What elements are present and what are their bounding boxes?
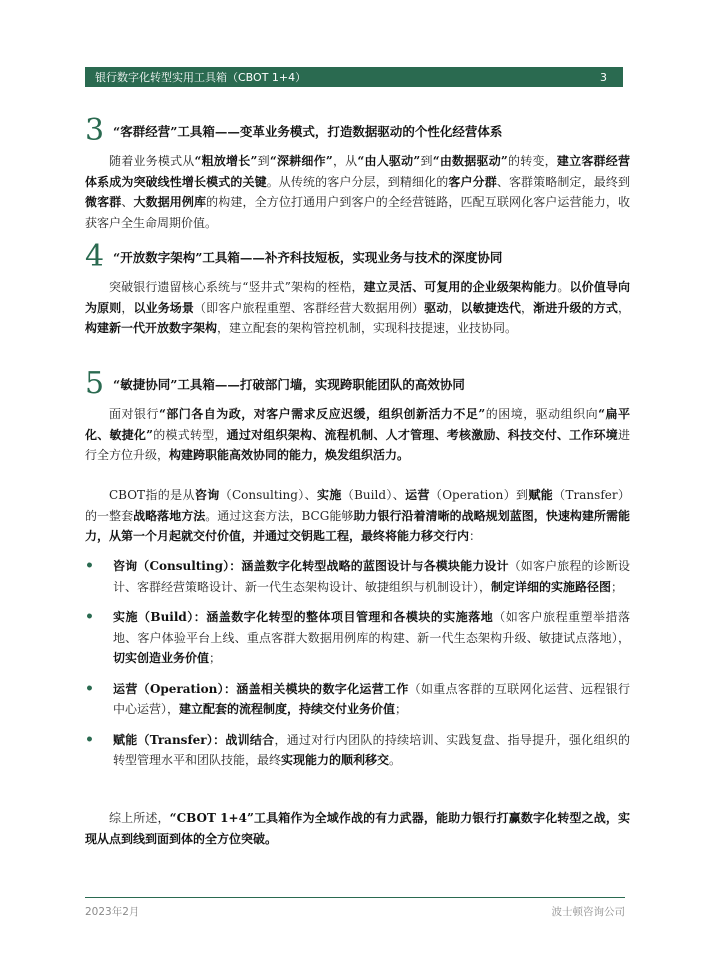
body-text: 面对银行 — [109, 407, 159, 421]
body-text: 随着业务模式从 — [109, 154, 195, 168]
body-text: （即客户旅程重塑、客群经营大数据用例） — [194, 300, 425, 315]
bullet-text — [113, 559, 630, 594]
body-text: ， — [448, 300, 461, 315]
emphasis-text: 战略落地方法 — [133, 508, 206, 523]
emphasis-text: 渐进升级的方式 — [533, 300, 618, 315]
section-number: 5 — [85, 366, 105, 401]
emphasis-text: 建立客群经营体系成为突破线性增长模式的关键 — [85, 154, 630, 189]
emphasis-text: “扁平化、敏捷化” — [85, 407, 630, 442]
body-text: 。 — [557, 280, 570, 294]
footer-divider — [85, 897, 625, 898]
emphasis-text: 构建跨职能高效协同的能力，焕发组织活力。 — [169, 448, 410, 462]
emphasis-text: 助力银行沿着清晰的战略规划蓝图，快速构建所需能力，从第一个月起就交付价值，并通过交钥匙工程，最终将能力移交行内 — [85, 508, 630, 543]
bullet-dot-icon: • — [85, 558, 94, 574]
emphasis-text: 运营 — [405, 488, 430, 502]
emphasis-text: “粗放增长” — [194, 154, 258, 168]
body-text: ， — [521, 300, 534, 315]
body-text: ，从 — [332, 154, 358, 168]
emphasis-text: 以业务场景 — [133, 300, 195, 315]
body-text: 进行全方位升级， — [85, 427, 630, 462]
body-text: 。通过这套方法，BCG能够 — [205, 508, 354, 523]
emphasis-text: 实现能力的顺利移交 — [281, 753, 390, 767]
section-paragraph — [85, 277, 630, 339]
body-text: 。 — [389, 753, 402, 767]
emphasis-text: 构建新一代开放数字架构 — [85, 321, 218, 335]
body-text: （如客户旅程的诊断设计、客群经营策略设计、新一代生态架构设计、敏捷组织与机制设计）， — [113, 559, 630, 594]
conclusion-paragraph — [85, 808, 630, 849]
section-title: “开放数字架构”工具箱——补齐科技短板，实现业务与技术的深度协同 — [113, 250, 503, 265]
body-text: CBOT指的是从 — [109, 488, 195, 502]
page-footer — [85, 904, 625, 919]
emphasis-text: 咨询（Consulting）：涵盖数字化转型战略的蓝图设计与各模块能力设计 — [113, 559, 509, 573]
emphasis-text: 赋能 — [528, 488, 554, 502]
emphasis-text: 咨询 — [194, 488, 220, 502]
body-text: 到 — [257, 154, 270, 168]
emphasis-text: 制定详细的实施路径图 — [491, 579, 612, 594]
emphasis-text: 建立配套的流程制度，持续交付业务价值 — [179, 702, 396, 716]
bullet-build — [85, 607, 630, 669]
body-text: （Operation）到 — [429, 488, 529, 502]
body-text: 的模式转型， — [153, 427, 227, 442]
body-text: ； — [209, 651, 222, 665]
bullet-text — [113, 610, 630, 665]
section-title: “敏捷协同”工具箱——打破部门墙，实现跨职能团队的高效协同 — [113, 377, 465, 392]
body-text: 的构建，全方位打通用户到客户的全经营链路，匹配互联网化客户运营能力，收获客户全生命周期价值。 — [85, 195, 630, 230]
section-5 — [85, 366, 630, 466]
emphasis-text: 切实创造业务价值 — [113, 651, 210, 665]
emphasis-text: 运营（Operation）：涵盖相关模块的数字化运营工作 — [113, 681, 409, 696]
emphasis-text: “由人驱动” — [357, 154, 421, 168]
body-text: ， — [121, 300, 134, 315]
body-text: （如客户旅程重塑举措落地、客户体验平台上线、重点客群大数据用例库的构建、新一代生态架构升级、敏捷试点落地）， — [113, 610, 630, 645]
section-number: 3 — [85, 113, 105, 148]
emphasis-text: “CBOT 1+4”工具箱作为全域作战的有力武器，能助力银行打赢数字化转型之战，实现从点到线到面到体的全方位突破。 — [85, 811, 630, 846]
emphasis-text: “部门各自为政，对客户需求反应迟缓，组织创新活力不足” — [158, 407, 486, 421]
body-text: ，建立配套的架构管控机制，实现科技提速，业技协同。 — [217, 321, 518, 335]
section-title: “客群经营”工具箱——变革业务模式，打造数据驱动的个性化经营体系 — [113, 124, 503, 139]
cbot-bullet-list — [85, 556, 630, 771]
section-heading — [85, 239, 630, 274]
emphasis-text: “由数据驱动” — [432, 154, 508, 168]
footer-company: 波士顿咨询公司 — [551, 906, 625, 918]
section-number: 4 — [85, 239, 105, 274]
footer-date: 2023年2月 — [85, 906, 140, 918]
bullet-dot-icon: • — [85, 731, 94, 748]
emphasis-text: 通过对组织架构、流程机制、人才管理、考核激励、科技交付、工作环境 — [226, 427, 618, 442]
emphasis-text: 客户分群 — [448, 174, 497, 189]
emphasis-text: 驱动 — [424, 300, 449, 315]
bullet-transfer — [85, 730, 630, 771]
body-text: （Build）、 — [341, 488, 406, 502]
body-text: 综上所述， — [109, 811, 170, 825]
page-header — [85, 67, 623, 87]
emphasis-text: 微客群 — [85, 195, 122, 209]
body-text: ， — [617, 300, 630, 315]
bullet-dot-icon: • — [85, 609, 94, 625]
body-text: ，通过对行内团队的持续培训、实践复盘、指导提升，强化组织的转型管理水平和团队技能，最终 — [113, 732, 630, 767]
bullet-consulting — [85, 556, 630, 597]
body-text: （Transfer）的一整套 — [85, 488, 630, 523]
section-3 — [85, 113, 630, 233]
body-text: ； — [395, 702, 408, 716]
body-text: 。从传统的客户分层，到精细化的 — [266, 174, 449, 189]
body-text: 到 — [420, 154, 433, 168]
bullet-operation — [85, 679, 630, 720]
body-text: （如重点客群的互联网化运营、远程银行中心运营）， — [113, 681, 630, 716]
bullet-text — [113, 733, 630, 768]
bullet-text — [113, 682, 630, 717]
body-text: 的转变， — [507, 154, 557, 168]
cbot-paragraph — [85, 485, 630, 547]
body-text: 突破银行遗留核心系统与“竖井式”架构的桎梏， — [109, 280, 364, 294]
section-4 — [85, 239, 630, 339]
emphasis-text: 实施（Build）：涵盖数字化转型的整体项目管理和各模块的实施落地 — [113, 610, 494, 624]
body-text: （Consulting）、 — [219, 488, 318, 502]
emphasis-text: 建立灵活、可复用的企业级架构能力 — [363, 280, 558, 294]
emphasis-text: 赋能（Transfer）：战训结合 — [113, 732, 275, 747]
emphasis-text: 实施 — [317, 488, 342, 502]
body-text: 、 — [121, 195, 134, 209]
body-text: ： — [469, 529, 482, 543]
body-text: 、客群策略制定，最终到 — [496, 174, 630, 189]
bullet-dot-icon: • — [85, 680, 94, 697]
emphasis-text: 以敏捷迭代 — [460, 300, 522, 315]
emphasis-text: 以价值导向为原则 — [85, 280, 630, 315]
section-heading — [85, 113, 630, 148]
page-number: 3 — [600, 70, 607, 84]
header-title: 银行数字化转型实用工具箱（CBOT 1+4） — [95, 71, 307, 84]
emphasis-text: “深耕细作” — [269, 154, 333, 168]
body-text: ； — [611, 579, 624, 594]
section-paragraph — [85, 151, 630, 233]
section-heading — [85, 366, 630, 401]
section-paragraph — [85, 404, 630, 466]
emphasis-text: 大数据用例库 — [133, 195, 207, 209]
body-text: 的困境，驱动组织向 — [485, 407, 599, 421]
